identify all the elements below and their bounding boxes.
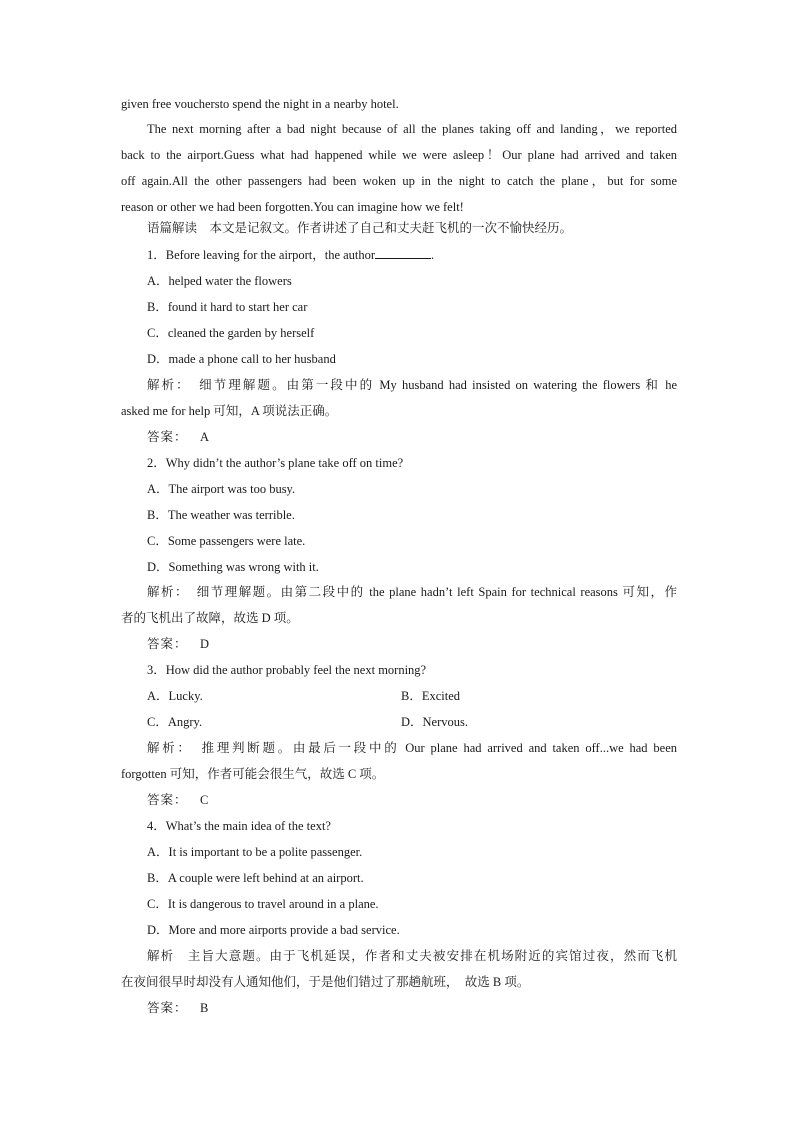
answer-value: B (200, 1001, 209, 1015)
q2-analysis: 解析： 细节理解题。由第二段中的 the plane hadn’t left Spain for technical reasons 可知，作 (147, 585, 677, 599)
q4-analysis: 解析 主旨大意题。由于飞机延误，作者和丈夫被安排在机场附近的宾馆过夜，然而飞机 (147, 949, 677, 963)
q3-options-row-2 (147, 714, 677, 730)
q2-analysis-cont: 者的飞机出了故障，故选 D 项。 (121, 611, 299, 625)
answer-label: 答案： (147, 637, 188, 651)
passage-line: given free vouchersto spend the night in a nearby hotel. (121, 97, 399, 111)
q3-analysis-cont: forgotten 可知，作者可能会很生气，故选 C 项。 (121, 767, 385, 781)
passage-line: The next morning after a bad night because of all the planes taking off and landing，we reported (147, 122, 677, 136)
q4-option-c: C．It is dangerous to travel around in a plane. (147, 897, 379, 911)
question-1-stem (147, 247, 677, 263)
q3-answer (147, 792, 677, 808)
q4-analysis-cont: 在夜间很早时却没有人通知他们，于是他们错过了那趟航班， 故选 B 项。 (121, 975, 530, 989)
passage-line: reason or other we had been forgotten.You can imagine how we felt! (121, 200, 464, 214)
q3-option-b: B．Excited (401, 689, 461, 703)
answer-value: D (200, 637, 210, 651)
answer-value: C (200, 793, 209, 807)
q4-answer (147, 1000, 677, 1016)
q2-option-c: C．Some passengers were late. (147, 534, 306, 548)
question-1-text: 1．Before leaving for the airport，the author (147, 248, 376, 262)
q3-option-a: A．Lucky. (147, 689, 203, 703)
q1-analysis: 解析： 细节理解题。由第一段中的 My husband had insisted on watering the flowers 和 he (147, 378, 677, 392)
q4-option-a: A．It is important to be a polite passenger. (147, 845, 363, 859)
q2-option-a: A．The airport was too busy. (147, 482, 296, 496)
q1-option-b: B．found it hard to start her car (147, 300, 308, 314)
q4-option-d: D．More and more airports provide a bad service. (147, 923, 400, 937)
q1-option-c: C．cleaned the garden by herself (147, 326, 315, 340)
q1-analysis-cont: asked me for help 可知，A 项说法正确。 (121, 404, 338, 418)
q3-analysis: 解析： 推理判断题。由最后一段中的 Our plane had arrived and taken off...we had been (147, 741, 677, 755)
answer-value: A (200, 430, 210, 444)
q2-option-b: B．The weather was terrible. (147, 508, 295, 522)
q1-option-d: D．made a phone call to her husband (147, 352, 336, 366)
question-4-stem: 4．What’s the main idea of the text? (147, 819, 331, 833)
reading-note: 语篇解读 本文是记叙文。作者讲述了自己和丈夫赶飞机的一次不愉快经历。 (147, 221, 573, 235)
q4-option-b: B．A couple were left behind at an airport. (147, 871, 364, 885)
answer-blank (375, 247, 431, 259)
passage-line: back to the airport.Guess what had happened while we were asleep！Our plane had arrived and taken (121, 148, 677, 162)
q3-option-d: D．Nervous. (401, 715, 469, 729)
q3-options-row-1 (147, 688, 677, 704)
question-3-stem: 3．How did the author probably feel the next morning? (147, 663, 427, 677)
answer-label: 答案： (147, 1001, 188, 1015)
q2-answer (147, 636, 677, 652)
q1-answer (147, 429, 677, 445)
q2-option-d: D．Something was wrong with it. (147, 560, 319, 574)
passage-line: off again.All the other passengers had been woken up in the night to catch the plane，but for some (121, 174, 677, 188)
answer-label: 答案： (147, 430, 188, 444)
question-1-stem-end: . (431, 248, 435, 262)
question-2-stem: 2．Why didn’t the author’s plane take off on time? (147, 456, 404, 470)
q3-option-c: C．Angry. (147, 715, 203, 729)
answer-label: 答案： (147, 793, 188, 807)
q1-option-a: A．helped water the flowers (147, 274, 292, 288)
